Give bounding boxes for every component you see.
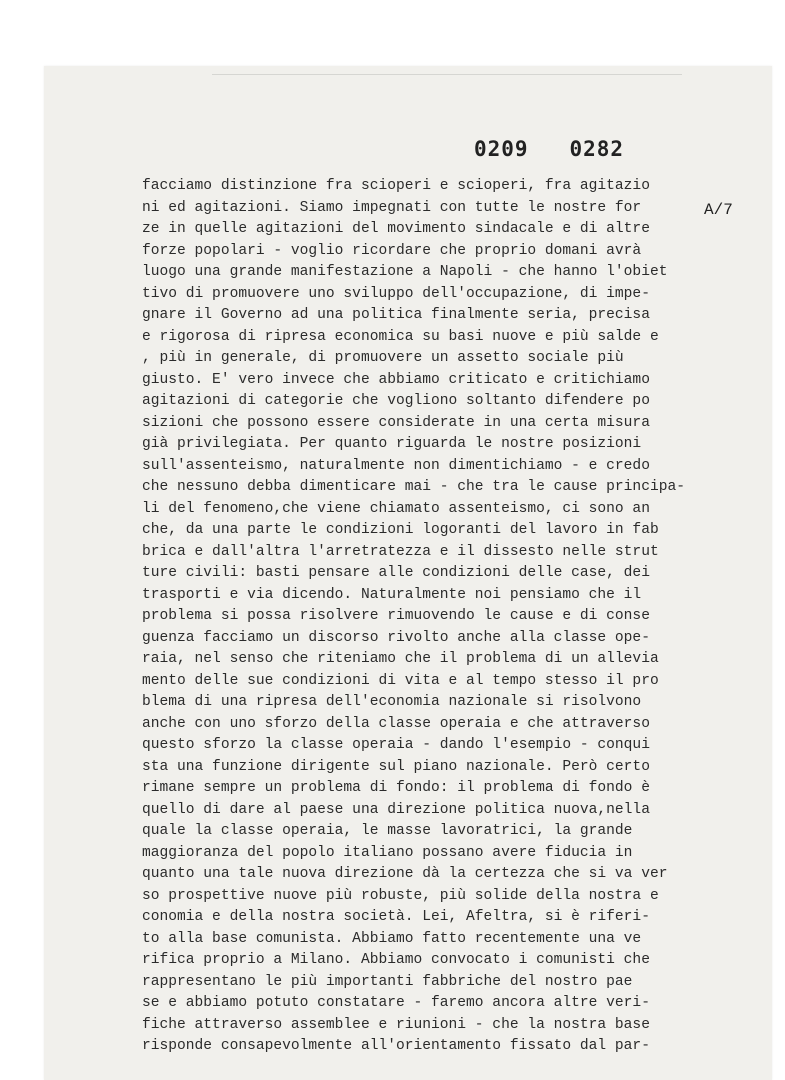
text-line: quanto una tale nuova direzione dà la certezza che si va ver: [142, 866, 668, 882]
text-line: so prospettive nuove più robuste, più solide della nostra e: [142, 887, 659, 904]
text-line: mento delle sue condizioni di vita e al tempo stesso il pro: [142, 672, 659, 689]
text-line: sizioni che possono essere considerate in una certa misura: [142, 414, 650, 431]
text-line: ture civili: basti pensare alle condizioni delle case, dei: [142, 565, 650, 581]
text-line: ze in quelle agitazioni del movimento sindacale e di altre: [142, 221, 650, 237]
text-line: questo sforzo la classe operaia - dando l'esempio - conqui: [142, 737, 650, 753]
text-line: sull'assenteismo, naturalmente non dimentichiamo - e credo: [142, 457, 650, 474]
text-line: maggioranza del popolo italiano possano avere fiducia in: [142, 844, 633, 861]
text-line: problema si possa risolvere rimuovendo le cause e di conse: [142, 608, 650, 624]
text-line: forze popolari - voglio ricordare che proprio domani avrà: [142, 242, 642, 259]
text-line: rifica proprio a Milano. Abbiamo convocato i comunisti che: [142, 952, 650, 968]
text-line: raia, nel senso che riteniamo che il problema di un allevia: [142, 651, 659, 667]
text-line: blema di una ripresa dell'economia nazionale si risolvono: [142, 694, 642, 710]
text-line: luogo una grande manifestazione a Napoli - che hanno l'obiet: [142, 264, 668, 280]
text-line: li del fenomeno,che viene chiamato assenteismo, ci sono an: [142, 500, 650, 517]
text-line: anche con uno sforzo della classe operaia e che attraverso: [142, 715, 650, 732]
text-line: trasporti e via dicendo. Naturalmente noi pensiamo che il: [142, 586, 642, 603]
text-line: e rigorosa di ripresa economica su basi nuove e più salde e: [142, 328, 659, 345]
scan-edge-line: [212, 74, 682, 75]
text-line: , più in generale, di promuovere un assetto sociale più: [142, 350, 624, 366]
page-reference: A/7: [704, 201, 733, 219]
text-line: ni ed agitazioni. Siamo impegnati con tutte le nostre for: [142, 199, 642, 216]
text-line: fiche attraverso assemblee e riunioni - che la nostra base: [142, 1016, 650, 1033]
text-line: risponde consapevolmente all'orientamento fissato dal par-: [142, 1038, 650, 1054]
text-line: facciamo distinzione fra scioperi e scioperi, fra agitazio: [142, 178, 650, 194]
text-line: rappresentano le più importanti fabbriche del nostro pae: [142, 973, 633, 990]
text-line: agitazioni di categorie che vogliono soltanto difendere po: [142, 393, 650, 409]
text-line: guenza facciamo un discorso rivolto anche alla classe ope-: [142, 629, 650, 646]
text-line: che nessuno debba dimenticare mai - che tra le cause principa-: [142, 479, 685, 495]
document-number: 0209 0282: [474, 137, 625, 161]
text-line: che, da una parte le condizioni logoranti del lavoro in fab: [142, 522, 659, 538]
text-line: tivo di promuovere uno sviluppo dell'occupazione, di impe-: [142, 285, 650, 302]
text-line: giusto. E' vero invece che abbiamo criticato e critichiamo: [142, 371, 650, 388]
text-line: rimane sempre un problema di fondo: il problema di fondo è: [142, 780, 650, 796]
body-text: [142, 176, 732, 1058]
text-line: sta una funzione dirigente sul piano nazionale. Però certo: [142, 758, 650, 775]
text-line: conomia e della nostra società. Lei, Afeltra, si è riferi-: [142, 909, 650, 925]
text-line: già privilegiata. Per quanto riguarda le nostre posizioni: [142, 436, 642, 452]
text-line: quello di dare al paese una direzione politica nuova,nella: [142, 801, 650, 818]
text-line: brica e dall'altra l'arretratezza e il dissesto nelle strut: [142, 543, 659, 560]
text-line: se e abbiamo potuto constatare - faremo ancora altre veri-: [142, 995, 650, 1011]
text-line: to alla base comunista. Abbiamo fatto recentemente una ve: [142, 930, 642, 947]
text-line: gnare il Governo ad una politica finalmente seria, precisa: [142, 307, 650, 323]
text-line: quale la classe operaia, le masse lavoratrici, la grande: [142, 823, 633, 839]
